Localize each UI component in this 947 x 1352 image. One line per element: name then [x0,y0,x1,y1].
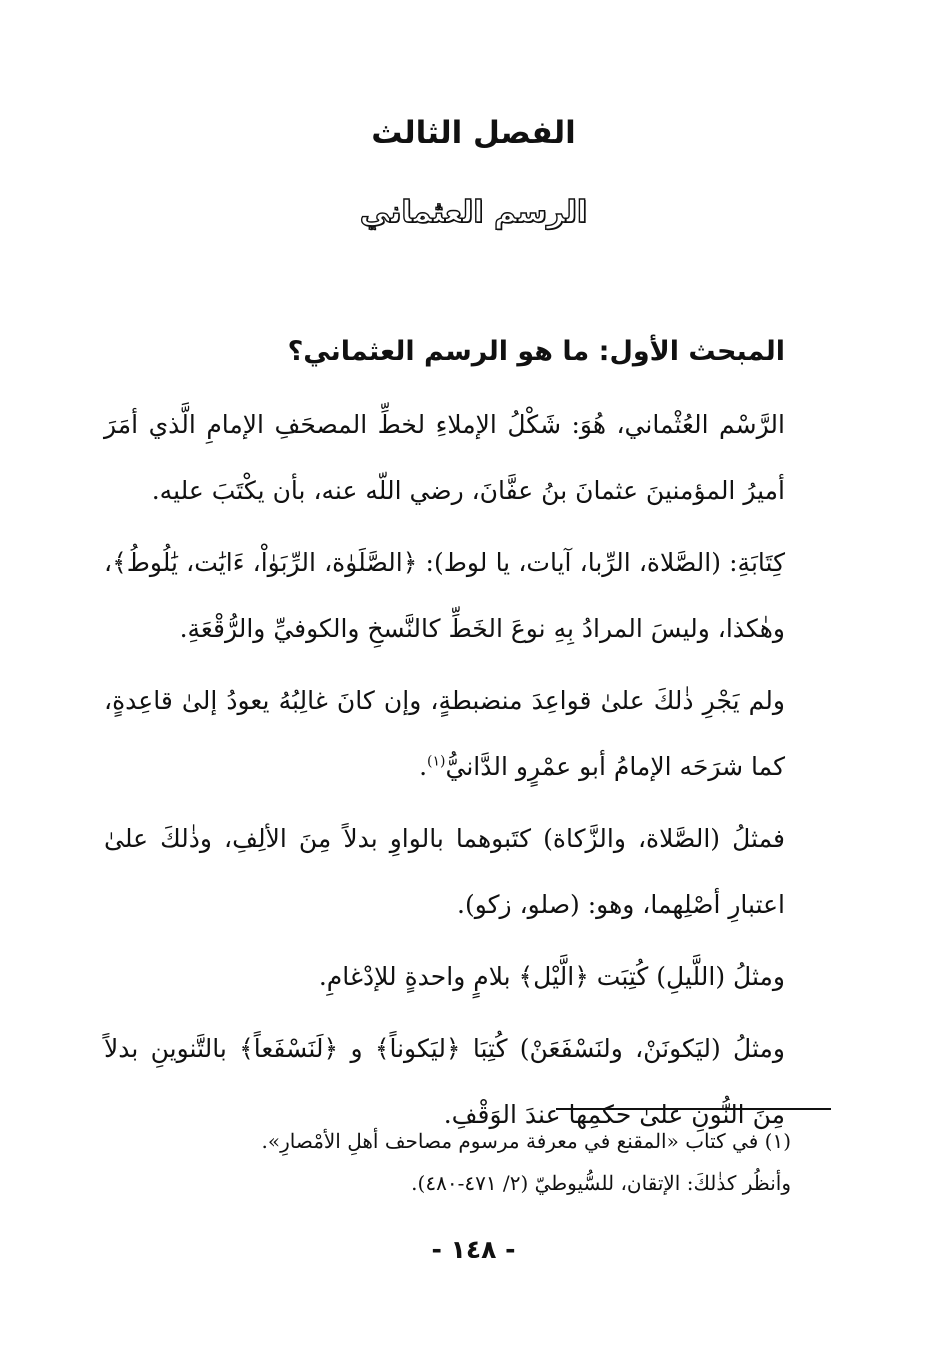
paragraph-rules-text: ولم يَجْرِ ذٰلكَ علىٰ قواعِدَ منضبطةٍ، وإن كانَ غالِبُهُ يعودُ إلىٰ قاعِدةٍ، كما شرَحَه الإمامُ أبو عمْرٍو الدَّانيُّ [104,686,785,781]
paragraph-writing-examples: كِتَابَةِ: (الصَّلاة، الرِّبا، آيات، يا لوط): ﴿الصَّلَوٰة، الرِّبَوٰاْ، ءَايَٰت، يَٰلُوطُ﴾، وهٰكذا، وليسَ المرادُ بِهِ نوعَ الخَطِّ كالنَّسخِ والكوفيِّ والرُّقْعَةِ. [104,548,785,643]
chapter-subtitle: الرسم العثماني [359,195,588,230]
section-heading: المبحث الأول: ما هو الرسم العثماني؟ [287,336,785,367]
page-number: - ١٤٨ - [431,1235,516,1264]
footnote-1: (١) في كتاب «المقنع في معرفة مرسوم مصاحف أهلِ الأمْصارِ». [261,1129,791,1153]
paragraph-tanween: ومثلُ (ليَكونَنْ، ولنَسْفَعَنْ) كُتِبَا ﴿ليَكوناً﴾ و ﴿لَنَسْفَعاً﴾ بالتَّنوينِ بدلاً مِنَ النُّونِ علىٰ حكمِها عندَ الوَقْفِ. [104,1034,785,1129]
body-text [104,392,785,1154]
paragraph-end-mark: . [419,752,428,781]
footnote-2: وأنظُر كذٰلكَ: الإتقان، للسُّيوطيّ (٢/ ٤٧١-٤٨٠). [411,1171,791,1195]
paragraph-salat-zakat: فمثلُ (الصَّلاة، والزَّكاة) كتَبوهما بالواوِ بدلاً مِنَ الألِفِ، وذٰلكَ علىٰ اعتبارِ أصْلِهما، وهو: (صلو، زكو). [104,824,785,919]
paragraph-definition: الرَّسْم العُثْماني، هُوَ: شَكْلُ الإملاءِ لخطِّ المصحَفِ الإمامِ الَّذي أمَرَ أميرُ المؤمنينَ عثمانَ بنُ عفَّانَ، رضي اللّه عنه، بأن يكْتَبَ عليه. [104,410,785,505]
paragraph-layl: ومثلُ (اللَّيلِ) كُتِبَت ﴿الَّيْل﴾ بلامٍ واحدةٍ للإدْغامِ. [318,962,785,991]
chapter-title: الفصل الثالث [371,115,576,151]
footnote-marker: (١) [427,753,446,770]
footnote-divider [556,1108,831,1110]
footnotes [104,1120,791,1204]
paragraph-rules [104,668,785,800]
